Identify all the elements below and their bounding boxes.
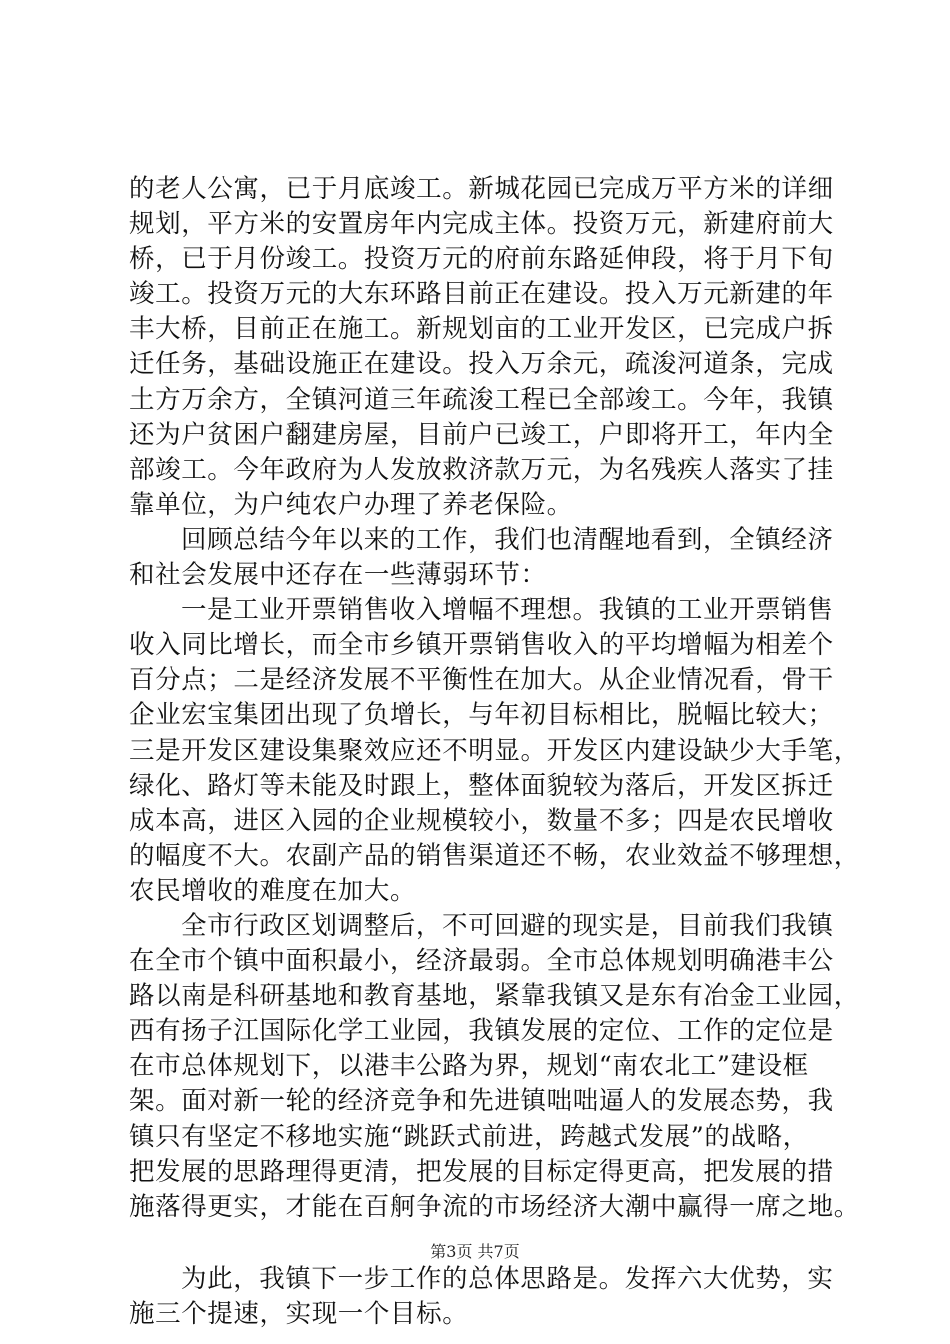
text-line: 和社会发展中还存在一些薄弱环节： (129, 560, 547, 591)
page-number-footer: 第3页 共7页 (430, 1242, 520, 1261)
text-line: 施三个提速，实现一个目标。 (129, 1298, 469, 1329)
text-line: 在全市个镇中面积最小，经济最弱。全市总体规划明确港丰公 (129, 946, 834, 977)
text-line: 施落得更实，才能在百舸争流的市场经济大潮中赢得一席之地。 (129, 1191, 860, 1222)
text-line: 路以南是科研基地和教育基地，紧靠我镇又是东有冶金工业园， (129, 981, 860, 1012)
text-line: 三是开发区建设集聚效应还不明显。开发区内建设缺少大手笔， (129, 735, 860, 766)
text-line: 部竣工。今年政府为人发放救济款万元，为名残疾人落实了挂 (129, 454, 834, 485)
text-line: 企业宏宝集团出现了负增长，与年初目标相比，脱幅比较大； (129, 700, 834, 731)
text-line: 的幅度不大。农副产品的销售渠道还不畅，农业效益不够理想， (129, 840, 860, 871)
paragraph-start-line: 一是工业开票销售收入增幅不理想。我镇的工业开票销售 (181, 595, 834, 626)
text-line: 的老人公寓，已于月底竣工。新城花园已完成万平方米的详细 (129, 174, 834, 204)
paragraph-start-line: 全市行政区划调整后，不可回避的现实是，目前我们我镇 (181, 910, 834, 941)
text-line: 架。面对新一轮的经济竞争和先进镇咄咄逼人的发展态势，我 (129, 1086, 834, 1117)
text-line: 桥，已于月份竣工。投资万元的府前东路延伸段，将于月下旬 (129, 244, 834, 275)
text-line: 绿化、路灯等未能及时跟上，整体面貌较为落后，开发区拆迁 (129, 770, 834, 801)
text-line: 在市总体规划下，以港丰公路为界，规划“南农北工”建设框 (129, 1051, 809, 1082)
text-line: 丰大桥，目前正在施工。新规划亩的工业开发区，已完成户拆 (129, 314, 834, 345)
body-text (129, 172, 860, 1332)
text-line: 靠单位，为户纯农户办理了养老保险。 (129, 489, 573, 520)
text-line: 把发展的思路理得更清，把发展的目标定得更高，把发展的措 (129, 1156, 834, 1187)
paragraph-start-line: 为此，我镇下一步工作的总体思路是。发挥六大优势，实 (181, 1263, 834, 1294)
text-line: 农民增收的难度在加大。 (129, 875, 417, 906)
text-line: 竣工。投资万元的大东环路目前正在建设。投入万元新建的年 (129, 279, 834, 310)
text-line: 土方万余方，全镇河道三年疏浚工程已全部竣工。今年，我镇 (129, 384, 834, 415)
paragraph-start-line: 回顾总结今年以来的工作，我们也清醒地看到，全镇经济 (181, 524, 834, 555)
text-line: 西有扬子江国际化学工业园，我镇发展的定位、工作的定位是 (129, 1016, 834, 1047)
text-line: 规划，平方米的安置房年内完成主体。投资万元，新建府前大 (129, 209, 834, 240)
text-line: 成本高，进区入园的企业规模较小，数量不多；四是农民增收 (129, 805, 834, 836)
text-line: 百分点；二是经济发展不平衡性在加大。从企业情况看，骨干 (129, 665, 834, 696)
text-line: 收入同比增长，而全市乡镇开票销售收入的平均增幅为相差个 (129, 630, 834, 661)
text-line: 迁任务，基础设施正在建设。投入万余元，疏浚河道条，完成 (129, 349, 834, 380)
text-line: 镇只有坚定不移地实施“跳跃式前进，跨越式发展”的战略， (129, 1121, 809, 1152)
text-line: 还为户贫困户翻建房屋，目前户已竣工，户即将开工，年内全 (129, 419, 834, 450)
